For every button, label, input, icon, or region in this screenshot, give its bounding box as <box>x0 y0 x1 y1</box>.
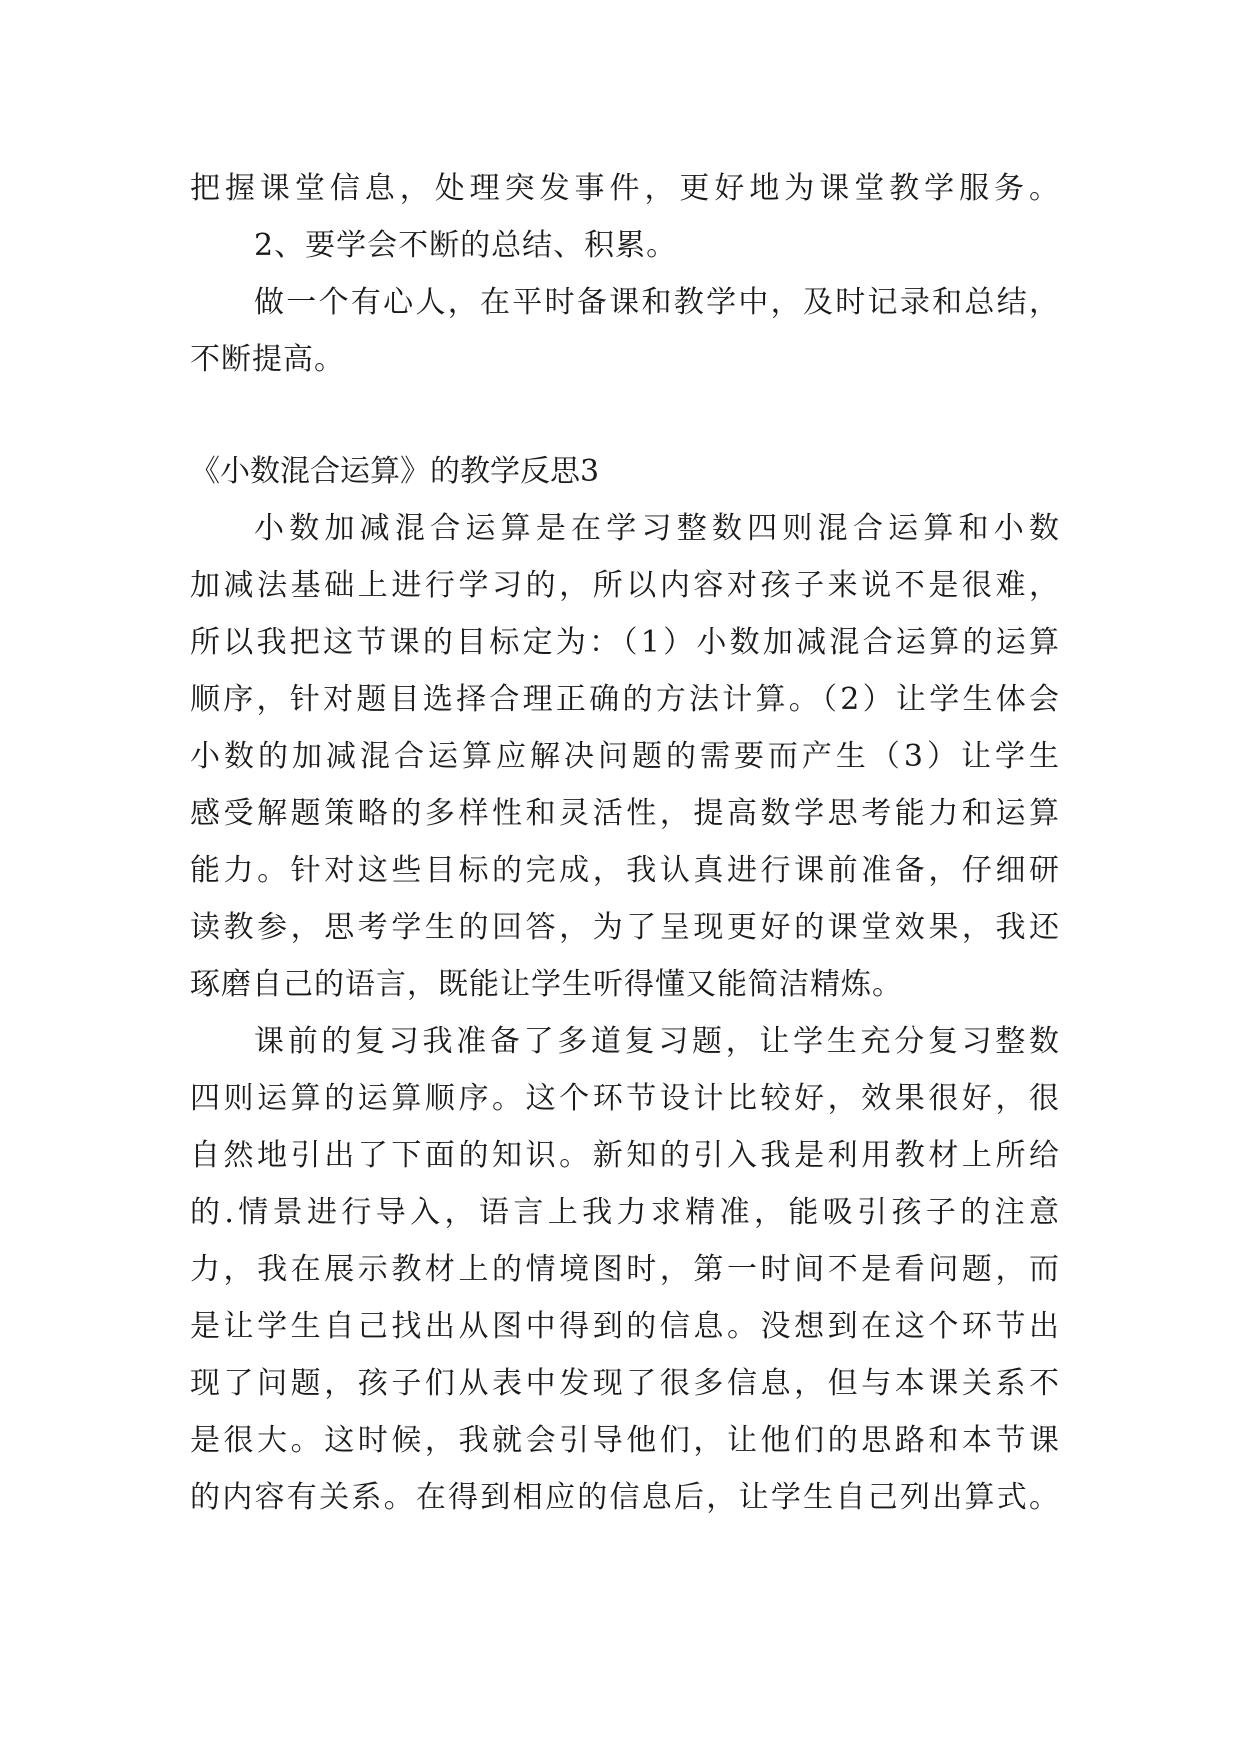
text-line: 感受解题策略的多样性和灵活性，提高数学思考能力和运算 <box>190 796 1060 831</box>
text-line: 顺序，针对题目选择合理正确的方法计算。（2）让学生体会 <box>190 682 1060 717</box>
text-line: 能力。针对这些目标的完成，我认真进行课前准备，仔细研 <box>190 853 1060 888</box>
paragraph <box>190 1013 1060 1526</box>
text-line: 读教参，思考学生的回答，为了呈现更好的课堂效果，我还 <box>190 910 1060 945</box>
text-line: 所以我把这节课的目标定为：（1）小数加减混合运算的运算 <box>190 625 1060 660</box>
text-line: 自然地引出了下面的知识。新知的引入我是利用教材上所给 <box>190 1138 1060 1173</box>
document-page <box>190 160 1060 1526</box>
text-line: 把握课堂信息，处理突发事件，更好地为课堂教学服务。 <box>190 171 1060 206</box>
text-line: 2、要学会不断的总结、积累。 <box>254 228 678 263</box>
text-line: 现了问题，孩子们从表中发现了很多信息，但与本课关系不 <box>190 1366 1060 1401</box>
text-line: 课前的复习我准备了多道复习题，让学生充分复习整数 <box>254 1024 1060 1059</box>
text-line: 做一个有心人，在平时备课和教学中，及时记录和总结， <box>254 285 1060 320</box>
text-line: 的.情景进行导入，语言上我力求精准，能吸引孩子的注意 <box>190 1195 1060 1230</box>
section-title: 《小数混合运算》的教学反思3 <box>190 454 600 489</box>
text-line: 不断提高。 <box>190 342 345 377</box>
text-line: 琢磨自己的语言，既能让学生听得懂又能简洁精炼。 <box>190 967 903 1002</box>
text-line: 的内容有关系。在得到相应的信息后，让学生自己列出算式。 <box>190 1480 1060 1515</box>
text-line: 小数的加减混合运算应解决问题的需要而产生（3）让学生 <box>190 739 1060 774</box>
text-line: 是让学生自己找出从图中得到的信息。没想到在这个环节出 <box>190 1309 1060 1344</box>
paragraph <box>190 500 1060 1013</box>
text-line: 是很大。这时候，我就会引导他们，让他们的思路和本节课 <box>190 1423 1060 1458</box>
text-line: 加减法基础上进行学习的，所以内容对孩子来说不是很难， <box>190 568 1060 603</box>
text-line: 小数加减混合运算是在学习整数四则混合运算和小数 <box>254 511 1060 546</box>
text-line: 四则运算的运算顺序。这个环节设计比较好，效果很好，很 <box>190 1081 1060 1116</box>
text-line: 力，我在展示教材上的情境图时，第一时间不是看问题，而 <box>190 1252 1060 1287</box>
